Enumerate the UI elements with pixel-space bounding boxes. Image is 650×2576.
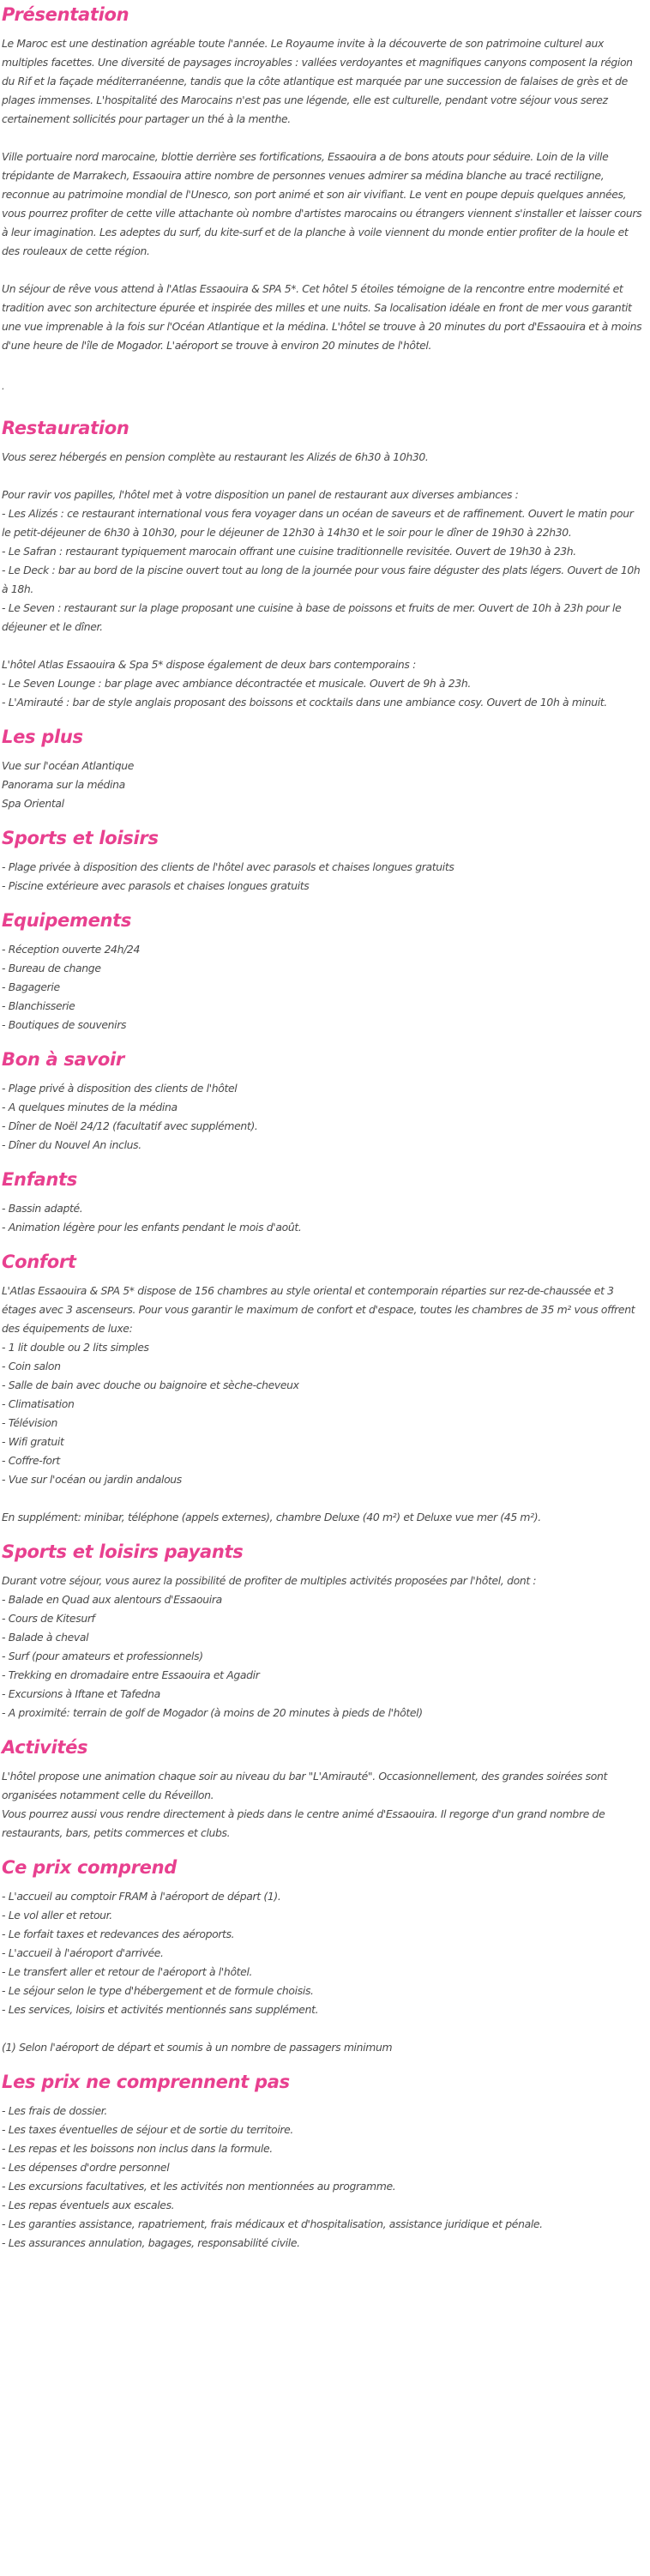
prix-comprend-note: (1) Selon l'aéroport de départ et soumis à un nombre de passagers minimum bbox=[2, 2041, 393, 2054]
restaurant-item: - Les Alizés : ce restaurant international vous fera voyager dans un océan de saveurs et de raffinement. Ouvert le matin pour le petit-déjeuner de 6h30 à 10h30, pour le déjeuner de 12h30 à 14h30 et le soir pour le dîner de 19h30 à 22h30. bbox=[2, 507, 634, 539]
section-enfants bbox=[2, 1168, 643, 1237]
list-item: - Climatisation bbox=[2, 1397, 75, 1410]
section-les-plus bbox=[2, 726, 643, 813]
bar-item: - L'Amirauté : bar de style anglais proposant des boissons et cocktails dans une ambiance cosy. Ouvert de 10h à minuit. bbox=[2, 696, 607, 709]
list-item: - Télévision bbox=[2, 1416, 58, 1429]
list-item: - Les frais de dossier. bbox=[2, 2104, 107, 2117]
list-item: - Le séjour selon le type d'hébergement et de formule choisis. bbox=[2, 1984, 314, 1997]
restaurant-item: - Le Deck : bar au bord de la piscine ouvert tout au long de la journée pour vous faire déguster des plats légers. Ouvert de 10h à 18h. bbox=[2, 564, 641, 595]
list-item: - Dîner du Nouvel An inclus. bbox=[2, 1138, 141, 1151]
list-item: - Les taxes éventuelles de séjour et de sortie du territoire. bbox=[2, 2123, 294, 2136]
list-item: - Excursions à Iftane et Tafedna bbox=[2, 1687, 160, 1700]
list-item: - Le vol aller et retour. bbox=[2, 1909, 112, 1921]
list-item: - Le transfert aller et retour de l'aéroport à l'hôtel. bbox=[2, 1965, 253, 1978]
equipements-heading: Equipements bbox=[2, 910, 132, 931]
bon-a-savoir-list bbox=[2, 1079, 643, 1155]
section-sports-loisirs-payants bbox=[2, 1541, 643, 1722]
list-item: - Les assurances annulation, bagages, responsabilité civile. bbox=[2, 2236, 300, 2249]
list-item: - Blanchisserie bbox=[2, 999, 75, 1012]
bon-a-savoir-heading: Bon à savoir bbox=[2, 1049, 124, 1070]
bars-intro: L'hôtel Atlas Essaouira & Spa 5* dispose également de deux bars contemporains : bbox=[2, 658, 416, 671]
list-item: - Coin salon bbox=[2, 1360, 61, 1372]
list-item: - Plage privé à disposition des clients de l'hôtel bbox=[2, 1082, 238, 1095]
confort-list bbox=[2, 1338, 643, 1489]
list-item: - Bureau de change bbox=[2, 962, 101, 974]
list-item: Vue sur l'océan Atlantique bbox=[2, 759, 135, 772]
list-item: - Le forfait taxes et redevances des aéroports. bbox=[2, 1927, 235, 1940]
list-item: - Vue sur l'océan ou jardin andalous bbox=[2, 1473, 182, 1486]
presentation-dot: . bbox=[2, 381, 5, 392]
confort-heading: Confort bbox=[2, 1252, 76, 1272]
prix-ne-comprend-list bbox=[2, 2102, 643, 2253]
prix-comprend-list bbox=[2, 1887, 643, 2019]
section-bon-a-savoir bbox=[2, 1048, 643, 1155]
restaurant-item: - Le Seven : restaurant sur la plage proposant une cuisine à base de poissons et fruits de mer. Ouvert de 10h à 23h pour le déjeuner et le dîner. bbox=[2, 601, 622, 633]
confort-intro: L'Atlas Essaouira & SPA 5* dispose de 156 chambres au style oriental et contemporain réparties sur rez-de-chaussée et 3 étages avec 3 ascenseurs. Pour vous garantir le maximum de confort et d'espace, toutes les chambres de 35 m² vous offrent des équipements de luxe: bbox=[2, 1284, 635, 1335]
sports-payants-list bbox=[2, 1590, 643, 1722]
sports-loisirs-list bbox=[2, 858, 643, 896]
prix-ne-comprend-heading: Les prix ne comprennent pas bbox=[2, 2072, 290, 2092]
list-item: - 1 lit double ou 2 lits simples bbox=[2, 1341, 149, 1354]
section-presentation bbox=[2, 3, 643, 393]
list-item: - Coffre-fort bbox=[2, 1454, 60, 1467]
restaurant-item: - Le Safran : restaurant typiquement marocain offrant une cuisine traditionnelle revisitée. Ouvert de 19h30 à 23h. bbox=[2, 545, 576, 558]
section-equipements bbox=[2, 909, 643, 1035]
list-item: - A proximité: terrain de golf de Mogador (à moins de 20 minutes à pieds de l'hôtel) bbox=[2, 1706, 423, 1719]
list-item: - Plage privée à disposition des clients de l'hôtel avec parasols et chaises longues gratuits bbox=[2, 860, 454, 873]
section-prix-ne-comprend bbox=[2, 2071, 643, 2253]
list-item: - L'accueil à l'aéroport d'arrivée. bbox=[2, 1946, 164, 1959]
list-item: - Les garanties assistance, rapatriement, frais médicaux et d'hospitalisation, assistance juridique et pénale. bbox=[2, 2217, 543, 2230]
list-item: - Wifi gratuit bbox=[2, 1435, 64, 1448]
equipements-list bbox=[2, 940, 643, 1035]
list-item: - Les excursions facultatives, et les activités non mentionnées au programme. bbox=[2, 2180, 396, 2193]
list-item: - Balade en Quad aux alentours d'Essaouira bbox=[2, 1593, 222, 1606]
activites-animation: L'hôtel propose une animation chaque soir au niveau du bar "L'Amirauté". Occasionnellement, des grandes soirées sont organisées notamment celle du Réveillon. bbox=[2, 1770, 608, 1801]
list-item: Spa Oriental bbox=[2, 797, 64, 810]
list-item: - L'accueil au comptoir FRAM à l'aéroport de départ (1). bbox=[2, 1890, 281, 1903]
prix-comprend-heading: Ce prix comprend bbox=[2, 1857, 177, 1878]
presentation-paragraph-maroc: Le Maroc est une destination agréable toute l'année. Le Royaume invite à la découverte de son patrimoine culturel aux multiples facettes. Une diversité de paysages incroyables : vallées verdoyantes et magnifiques canyons composent la région du Rif et la façade méditerranéenne, tandis que la côte atlantique est marquée par une succession de falaises de grès et de plages immenses. L'hospitalité des Marocains n'est pas une légende, elle est culturelle, pendant votre séjour vous serez certainement sollicités pour partager un thé à la menthe. bbox=[2, 37, 633, 125]
section-confort bbox=[2, 1251, 643, 1527]
les-plus-list bbox=[2, 757, 643, 813]
list-item: - Balade à cheval bbox=[2, 1631, 89, 1644]
les-plus-heading: Les plus bbox=[2, 727, 83, 747]
list-item: - Animation légère pour les enfants pendant le mois d'août. bbox=[2, 1221, 302, 1234]
sports-payants-intro: Durant votre séjour, vous aurez la possibilité de profiter de multiples activités proposées par l'hôtel, dont : bbox=[2, 1574, 537, 1587]
list-item: - Salle de bain avec douche ou baignoire et sèche-cheveux bbox=[2, 1378, 299, 1391]
list-item: - Trekking en dromadaire entre Essaouira et Agadir bbox=[2, 1668, 260, 1681]
confort-supplement: En supplément: minibar, téléphone (appels externes), chambre Deluxe (40 m²) et Deluxe vue mer (45 m²). bbox=[2, 1511, 541, 1523]
section-activites bbox=[2, 1736, 643, 1843]
list-item: - Les dépenses d'ordre personnel bbox=[2, 2161, 170, 2174]
enfants-heading: Enfants bbox=[2, 1169, 77, 1190]
list-item: - Les services, loisirs et activités mentionnés sans supplément. bbox=[2, 2003, 319, 2016]
restauration-heading: Restauration bbox=[2, 418, 129, 438]
enfants-list bbox=[2, 1199, 643, 1237]
restauration-pension: Vous serez hébergés en pension complète au restaurant les Alizés de 6h30 à 10h30. bbox=[2, 450, 429, 463]
list-item: - A quelques minutes de la médina bbox=[2, 1101, 178, 1113]
sports-loisirs-heading: Sports et loisirs bbox=[2, 828, 159, 848]
restaurant-list bbox=[2, 504, 643, 636]
activites-heading: Activités bbox=[2, 1737, 88, 1758]
list-item: - Réception ouverte 24h/24 bbox=[2, 943, 140, 956]
list-item: - Les repas et les boissons non inclus dans la formule. bbox=[2, 2142, 273, 2155]
list-item: - Dîner de Noël 24/12 (facultatif avec supplément). bbox=[2, 1119, 258, 1132]
restauration-intro: Pour ravir vos papilles, l'hôtel met à votre disposition un panel de restaurant aux diverses ambiances : bbox=[2, 488, 519, 501]
presentation-paragraph-hotel: Un séjour de rêve vous attend à l'Atlas Essaouira & SPA 5*. Cet hôtel 5 étoiles témoigne de la rencontre entre modernité et tradition avec son architecture épurée et inspirée des milles et une nuits. Sa localisation idéale en front de mer vous garantit une vue imprenable à la fois sur l'Océan Atlantique et la médina. L'hôtel se trouve à 20 minutes du port d'Essaouira et à moins d'une heure de l'île de Mogador. L'aéroport se trouve à environ 20 minutes de l'hôtel. bbox=[2, 282, 642, 352]
list-item: - Boutiques de souvenirs bbox=[2, 1018, 127, 1031]
presentation-heading: Présentation bbox=[2, 4, 129, 25]
bar-item: - Le Seven Lounge : bar plage avec ambiance décontractée et musicale. Ouvert de 9h à 23h. bbox=[2, 677, 471, 690]
list-item: - Surf (pour amateurs et professionnels) bbox=[2, 1650, 203, 1662]
list-item: Panorama sur la médina bbox=[2, 778, 125, 791]
list-item: - Bassin adapté. bbox=[2, 1202, 83, 1215]
list-item: - Piscine extérieure avec parasols et chaises longues gratuits bbox=[2, 879, 310, 892]
section-sports-loisirs bbox=[2, 827, 643, 896]
sports-payants-heading: Sports et loisirs payants bbox=[2, 1541, 244, 1562]
list-item: - Bagagerie bbox=[2, 980, 60, 993]
presentation-paragraph-essaouira: Ville portuaire nord marocaine, blottie derrière ses fortifications, Essaouira a de bons atouts pour séduire. Loin de la ville trépidante de Marrakech, Essaouira attire nombre de personnes venues admirer sa médina blanche au tracé rectiligne, reconnue au patrimoine mondial de l'Unesco, son port animé et son air vivifiant. Le vent en poupe depuis quelques années, vous pourrez profiter de cette ville attachante où nombre d'artistes marocains ou étrangers viennent s'installer et laisser cours à leur imagination. Les adeptes du surf, du kite-surf et de la planche à voile viennent du monde entier profiter de la houle et des rouleaux de cette région. bbox=[2, 150, 642, 257]
bar-list bbox=[2, 674, 643, 712]
activites-centre: Vous pourrez aussi vous rendre directement à pieds dans le centre animé d'Essaouira. Il regorge d'un grand nombre de restaurants, bars, petits commerces et clubs. bbox=[2, 1807, 605, 1839]
list-item: - Les repas éventuels aux escales. bbox=[2, 2199, 175, 2211]
section-prix-comprend bbox=[2, 1856, 643, 2057]
list-item: - Cours de Kitesurf bbox=[2, 1612, 95, 1625]
section-restauration bbox=[2, 417, 643, 712]
